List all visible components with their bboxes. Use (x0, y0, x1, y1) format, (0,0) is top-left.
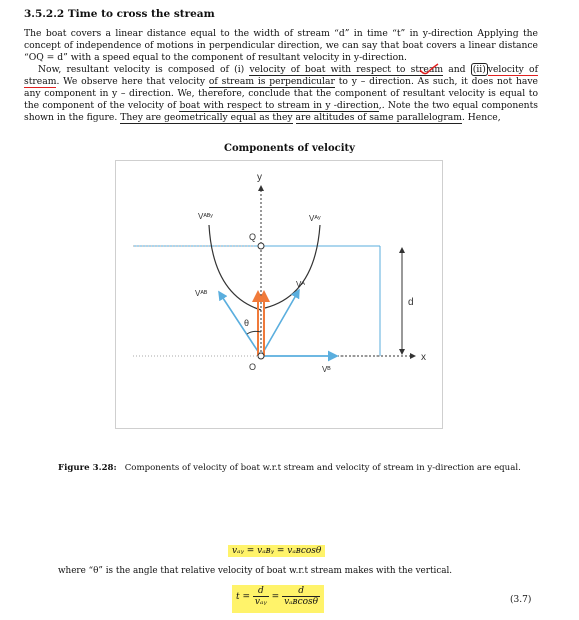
p2-text-7: . Hence, (461, 112, 501, 123)
figure-border (116, 161, 443, 429)
equation-time (232, 585, 324, 613)
p2-text-2: and (443, 64, 471, 75)
velocity-diagram (115, 160, 443, 429)
where-sentence: where “θ” is the angle that relative velocity of boat w.r.t stream makes with the vertical. (58, 566, 453, 576)
caption-label: Figure 3.28: (58, 463, 117, 473)
p2-text-3: . We observe here that velocity (56, 76, 209, 87)
origin-point (258, 353, 264, 359)
p2-red-underline: velocity of stream (24, 64, 538, 87)
theta-label: θ (244, 318, 250, 328)
eq2-f1-den: vₐᵧ (254, 597, 267, 607)
figure-title: Components of velocity (224, 143, 355, 154)
p2-text-1: Now, resultant velocity is composed of (i) (38, 64, 250, 75)
o-label: O (249, 362, 257, 372)
p2-underline-1: velocity of boat with respect to stream (249, 64, 444, 75)
p2-text-5: ,. Note the two equal components shown in the figure. (24, 100, 538, 123)
p2-underline-5: They are geometrically equal as they (120, 112, 293, 123)
q-label: Q (249, 232, 257, 242)
paragraph-1: The boat covers a linear distance equal to the width of stream “d” in time “t” in y-direction Applying the concept of independence of motions in perpendicular direction, we can say that boat covers a linear distance “OQ = d” with a speed equal to the component of resultant velocity in y-direction. (24, 28, 538, 63)
paragraph-2 (24, 64, 538, 124)
p2-boxed-marker: (ii) (472, 64, 486, 75)
eq2-fraction-2 (282, 586, 320, 607)
section-heading: 3.5.2.2 Time to cross the stream (24, 8, 215, 20)
y-label: y (257, 172, 262, 183)
check-mark-annotation (418, 62, 440, 76)
va-label: Vᴬ (296, 280, 305, 289)
caption-text: Components of velocity of boat w.r.t stream and velocity of stream in y-direction are equal. (124, 463, 521, 473)
vb-label: Vᴮ (322, 365, 331, 374)
vab-label: Vᴬᴮ (195, 289, 208, 298)
figure-caption (58, 463, 528, 474)
body-text (24, 28, 538, 124)
eq2-f2-num: d (282, 586, 320, 597)
eq2-equals: = (271, 592, 280, 602)
p2-text-4: to y – direction. As such, it does not have any component in y – direction. We, therefore, conclude that the component of resultant velocity is equal to the component of the velocity of (24, 76, 538, 111)
equation-velocity-components: vₐᵧ = vₐʙᵧ = vₐʙcosθ (228, 545, 325, 557)
vay-label: Vᴬʸ (309, 214, 321, 223)
d-label: d (408, 297, 414, 308)
eq2-lhs: t = (236, 592, 251, 602)
x-label: x (421, 352, 426, 363)
eq2-fraction-1 (253, 586, 269, 607)
eq2-f2-den: vₐʙcosθ (284, 597, 319, 607)
equation-number: (3.7) (510, 595, 532, 605)
eq2-f1-num: d (253, 586, 269, 597)
vaby-label: Vᴬᴮʸ (198, 212, 213, 221)
q-point (258, 243, 264, 249)
p2-underline-6: are altitudes of same parallelogram (295, 112, 462, 123)
p2-underline-3: of stream is perpendicular (208, 76, 335, 87)
p2-underline-4: boat with respect to stream in y -direction (179, 100, 379, 111)
